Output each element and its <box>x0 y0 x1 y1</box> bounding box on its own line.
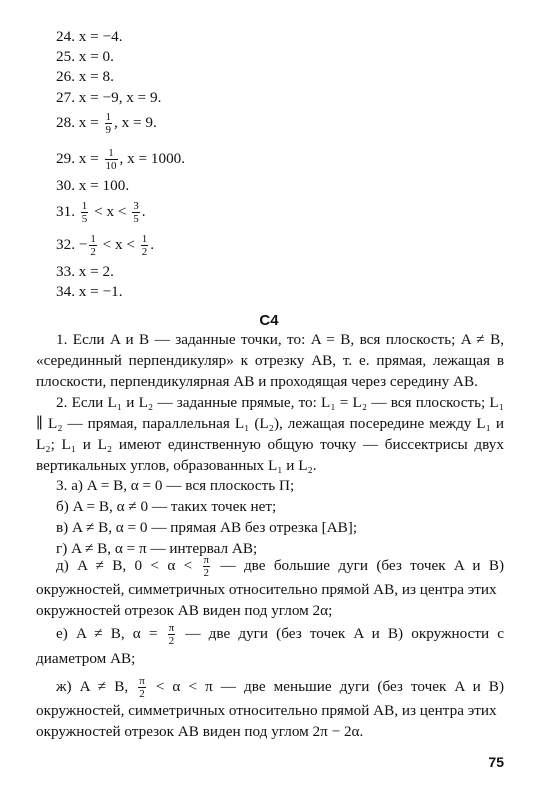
fraction: $\frac{\pi}{2}$ <box>168 622 175 647</box>
answer-25: 25. x = 0. <box>56 48 114 65</box>
fraction: $\frac{3}{5}$ <box>133 200 139 225</box>
answer-30: 30. x = 100. <box>56 177 130 194</box>
answer-24: 24. x = −4. <box>56 28 123 45</box>
fraction: $\frac{1}{5}$ <box>81 200 88 225</box>
fraction: $\frac{1}{2}$ <box>90 233 96 258</box>
answer-31: 31. $\frac{1}{5}$ < x < $\frac{3}{5}$ . <box>56 200 146 225</box>
answer-28: 28. x = $\frac{1}{9}$ , x = 9. <box>56 111 157 136</box>
item-3zh-line2: окружностей, симметричных относительно прямой AB, из центра этих <box>36 702 497 719</box>
item-3e-line2: диаметром AB; <box>36 650 136 667</box>
answer-26: 26. x = 8. <box>56 68 114 85</box>
paragraph-1: 1. Если A и B — заданные точки, то: A = B, вся плоскость; A ≠ B, «серединный перпендикуляр» к отрезку AB, т. е. прямая, лежащая в плоскости, перпендикулярная AB и проходящая через середину AB. <box>36 331 504 390</box>
item-3zh-line3: окружностей отрезок AB виден под углом 2π − 2α. <box>36 723 364 740</box>
fraction: $\frac{\pi}{2}$ <box>139 675 145 700</box>
page-number: 75 <box>488 754 504 770</box>
item-3v: в) A ≠ B, α = 0 — прямая AB без отрезка [AB]; <box>56 519 358 536</box>
fraction: $\frac{1}{9}$ <box>105 111 112 136</box>
fraction: $\frac{1}{2}$ <box>141 233 148 258</box>
paragraph-2: 2. Если L₁ и L₂ — заданные прямые, то: L₁ = L₂ — вся плоскость; L₁ ∥ L₂ — прямая, параллельная L₁ (L₂), лежащая посередине между L₁ и L₂; L₁ и L₂ имеют единственную общую точку — биссектрисы двух вертикальных углов, образованных L₁ и L₂. <box>36 394 504 474</box>
item-3e-line1: е) A ≠ B, α = $\frac{\pi}{2}$ — две дуги (без точек A и B) окружности с <box>56 622 505 647</box>
fraction: $\frac{\pi}{2}$ <box>203 554 210 579</box>
item-3zh-line1: ж) A ≠ B, $\frac{\pi}{2}$ < α < π — две меньшие дуги (без точек A и B) <box>56 675 504 700</box>
item-3a: 3. а) A = B, α = 0 — вся плоскость П; <box>56 477 295 494</box>
fraction: $\frac{1}{10}$ <box>105 147 117 172</box>
item-3d-line3: окружностей отрезок AB виден под углом 2α; <box>36 602 333 619</box>
item-3d-line1: д) A ≠ B, 0 < α < $\frac{\pi}{2}$ — две большие дуги (без точек A и B) <box>56 554 505 579</box>
item-3g: г) A ≠ B, α = π — интервал AB; <box>56 540 258 557</box>
answer-34: 34. x = −1. <box>56 283 123 300</box>
answer-27: 27. x = −9, x = 9. <box>56 89 162 106</box>
answer-33: 33. x = 2. <box>56 263 114 280</box>
section-heading: С4 <box>259 312 279 329</box>
answer-29: 29. x = $\frac{1}{10}$ , x = 1000. <box>56 147 186 172</box>
item-3d-line2: окружностей, симметричных относительно прямой AB, из центра этих <box>36 581 497 598</box>
answer-32: 32. − $\frac{1}{2}$ < x < $\frac{1}{2}$ . <box>56 233 155 258</box>
item-3b: б) A = B, α ≠ 0 — таких точек нет; <box>56 498 277 515</box>
